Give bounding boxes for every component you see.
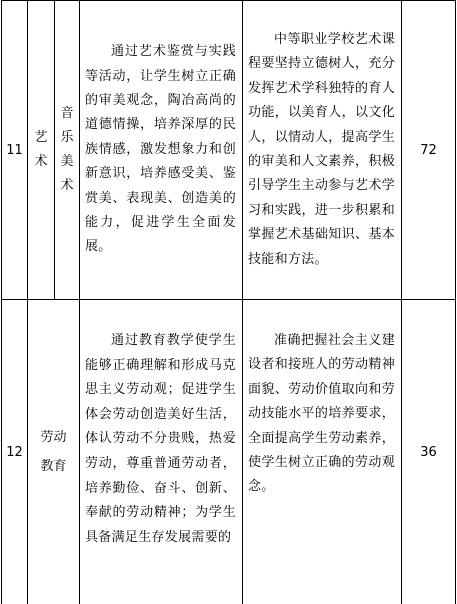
requirement-cell [243,300,402,604]
goal-cell [80,300,243,604]
requirement-text: 准确把握社会主义建设者和接班人的劳动精神面貌、劳动价值取向和劳动技能水平的培养要求，全面提高学生劳动素养，使学生树立正确的劳动观念。 [243,300,401,500]
table-row [2,1,456,300]
hours-cell: 72 [402,1,456,300]
category-cell [28,300,80,604]
category-text: 艺术 [34,126,48,174]
goal-cell [80,1,243,300]
hours-cell: 36 [402,300,456,604]
row-number: 12 [2,300,28,604]
requirement-cell [243,1,402,300]
subject-text: 音乐美术 [60,102,74,198]
goal-text: 通过教育教学使学生能够正确理解和形成马克思主义劳动观；促进学生体会劳动创造美好生活，体认劳动不分贵贱，热爱劳动，尊重普通劳动者，培养勤俭、奋斗、创新、奉献的劳动精神；为学生具备满足生存发展需要的 [80,300,242,550]
requirement-text: 中等职业学校艺术课程要坚持立德树人，充分发挥艺术学科独特的育人功能，以美育人，以文化人，以情动人，提高学生的审美和人文素养，积极引导学生主动参与艺术学习和实践，进一步积累和掌握艺术基础知识、基本技能和方法。 [243,28,401,272]
subject-cell [55,1,80,300]
row-number: 11 [2,1,28,300]
goal-text: 通过艺术鉴赏与实践等活动，让学生树立正确的审美观念，陶冶高尚的道德情操，培养深厚的民族情感，激发想象力和创新意识，培养感受美、鉴赏美、表现美、创造美的能力，促进学生全面发展。 [80,40,242,260]
curriculum-table [1,0,456,604]
table-row [2,300,456,604]
category-text: 劳动教育 [39,423,68,481]
category-cell [28,1,55,300]
